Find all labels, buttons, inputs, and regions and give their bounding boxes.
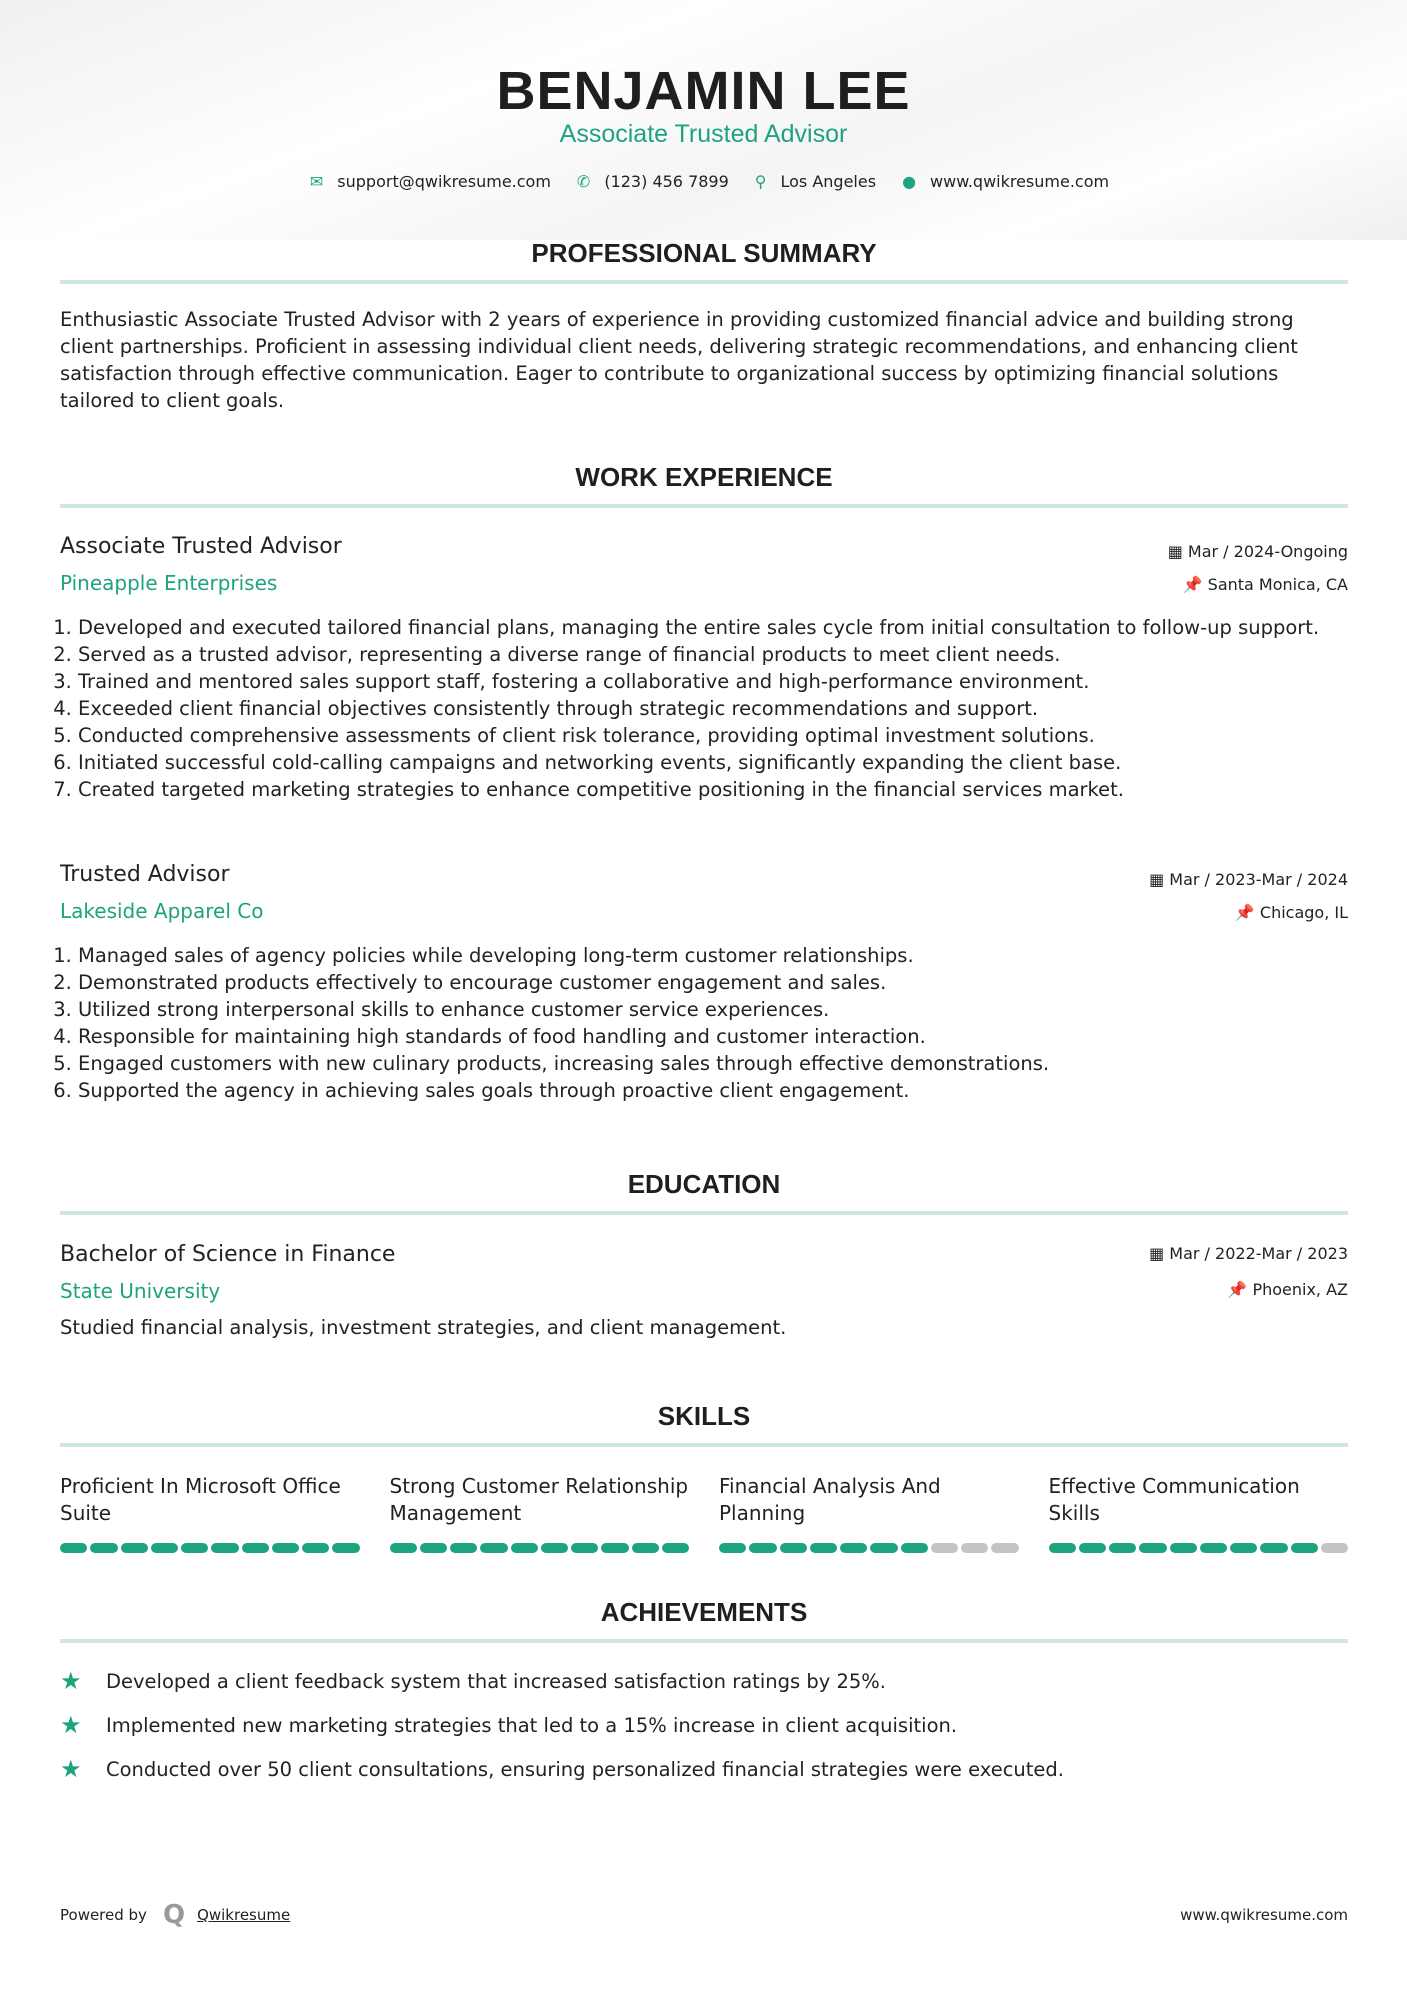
degree: Bachelor of Science in Finance xyxy=(60,1242,396,1267)
divider xyxy=(60,1211,1348,1215)
job-bullets xyxy=(60,942,1348,1104)
job-location xyxy=(1235,903,1348,922)
pin-icon: 📌 xyxy=(1227,1280,1253,1299)
rating-dot xyxy=(901,1543,928,1553)
rating-dot xyxy=(840,1543,867,1553)
rating-dot xyxy=(211,1543,238,1553)
rating-dot xyxy=(1321,1543,1348,1553)
skill-rating xyxy=(390,1543,690,1553)
star-icon: ★ xyxy=(60,1711,82,1739)
footer xyxy=(60,1900,1348,1930)
job-entry xyxy=(60,534,1348,801)
skill-rating xyxy=(60,1543,360,1553)
rating-dot xyxy=(242,1543,269,1553)
rating-dot xyxy=(931,1543,958,1553)
rating-dot xyxy=(1079,1543,1106,1553)
bullet-item: 6. Supported the agency in achieving sales goals through proactive client engagement. xyxy=(78,1077,1348,1104)
skill-item xyxy=(719,1473,1019,1553)
date-text: Mar / 2023-Mar / 2024 xyxy=(1169,870,1348,889)
star-icon: ★ xyxy=(60,1755,82,1783)
skill-name: Proficient In Microsoft Office Suite xyxy=(60,1474,341,1525)
bullet-item: 3. Trained and mentored sales support staff, fostering a collaborative and high-performance environment. xyxy=(78,668,1348,695)
section-heading: EDUCATION xyxy=(627,1169,781,1199)
achievement-text: Implemented new marketing strategies that led to a 15% increase in client acquisition. xyxy=(106,1713,958,1737)
candidate-role: Associate Trusted Advisor xyxy=(559,120,848,148)
footer-website[interactable]: www.qwikresume.com xyxy=(1180,1906,1348,1924)
bullet-item: 1. Developed and executed tailored financial plans, managing the entire sales cycle from initial consultation to follow-up support. xyxy=(78,614,1348,641)
section-heading: ACHIEVEMENTS xyxy=(600,1597,808,1627)
calendar-icon: ▦ xyxy=(1149,1244,1170,1263)
rating-dot xyxy=(571,1543,598,1553)
skill-name: Strong Customer Relationship Management xyxy=(389,1474,689,1525)
achievements-section xyxy=(60,1597,1348,1791)
rating-dot xyxy=(541,1543,568,1553)
rating-dot xyxy=(662,1543,689,1553)
bullet-item: 3. Utilized strong interpersonal skills to enhance customer service experiences. xyxy=(78,996,1348,1023)
contact-bar xyxy=(0,172,1407,191)
phone: (123) 456 7899 xyxy=(604,172,729,191)
email-icon: ✉ xyxy=(309,172,324,191)
section-heading: PROFESSIONAL SUMMARY xyxy=(531,238,877,268)
bullet-item: 1. Managed sales of agency policies while developing long-term customer relationships. xyxy=(78,942,1348,969)
bullet-item: 7. Created targeted marketing strategies to enhance competitive positioning in the financial services market. xyxy=(78,776,1348,803)
rating-dot xyxy=(1260,1543,1287,1553)
summary-text: Enthusiastic Associate Trusted Advisor with 2 years of experience in providing customized financial advice and building strong client partnerships. Proficient in assessing individual client needs, delivering strategic recommendations, and enhancing client satisfaction through effective communication. Eager to contribute to organizational success by optimizing financial solutions tailored to client goals. xyxy=(60,308,1298,412)
rating-dot xyxy=(302,1543,329,1553)
divider xyxy=(60,1639,1348,1643)
skill-rating xyxy=(1049,1543,1349,1553)
rating-dot xyxy=(272,1543,299,1553)
rating-dot xyxy=(1230,1543,1257,1553)
location-pin-icon: ⚲ xyxy=(754,172,767,191)
rating-dot xyxy=(1109,1543,1136,1553)
website[interactable]: www.qwikresume.com xyxy=(930,172,1110,191)
rating-dot xyxy=(480,1543,507,1553)
divider xyxy=(60,1443,1348,1447)
location-text: Chicago, IL xyxy=(1259,903,1348,922)
job-location xyxy=(1183,575,1348,594)
email[interactable]: support@qwikresume.com xyxy=(337,172,551,191)
rating-dot xyxy=(870,1543,897,1553)
rating-dot xyxy=(719,1543,746,1553)
rating-dot xyxy=(1200,1543,1227,1553)
rating-dot xyxy=(1170,1543,1197,1553)
rating-dot xyxy=(121,1543,148,1553)
skills-grid xyxy=(60,1473,1348,1553)
rating-dot xyxy=(332,1543,359,1553)
date-text: Mar / 2024-Ongoing xyxy=(1187,542,1348,561)
job-date xyxy=(1168,542,1348,561)
location-text: Santa Monica, CA xyxy=(1207,575,1348,594)
job-title: Trusted Advisor xyxy=(60,862,230,887)
skill-item xyxy=(60,1473,360,1553)
achievement-text: Conducted over 50 client consultations, ensuring personalized financial strategies were executed. xyxy=(106,1757,1065,1781)
skill-name: Effective Communication Skills xyxy=(1048,1474,1300,1525)
job-entry xyxy=(60,862,1348,1102)
school: State University xyxy=(60,1279,221,1303)
candidate-name: BENJAMIN LEE xyxy=(496,61,911,121)
rating-dot xyxy=(632,1543,659,1553)
bullet-item: 4. Exceeded client financial objectives consistently through strategic recommendations and support. xyxy=(78,695,1348,722)
skill-name: Financial Analysis And Planning xyxy=(719,1474,941,1525)
rating-dot xyxy=(181,1543,208,1553)
company: Lakeside Apparel Co xyxy=(60,899,264,923)
summary-section xyxy=(60,238,1348,414)
skill-rating xyxy=(719,1543,1019,1553)
bullet-item: 5. Conducted comprehensive assessments of client risk tolerance, providing optimal investment solutions. xyxy=(78,722,1348,749)
rating-dot xyxy=(780,1543,807,1553)
achievement-item xyxy=(60,1659,1348,1703)
divider xyxy=(60,280,1348,284)
education-entry xyxy=(60,1242,1348,1339)
rating-dot xyxy=(511,1543,538,1553)
rating-dot xyxy=(60,1543,87,1553)
company: Pineapple Enterprises xyxy=(60,571,278,595)
rating-dot xyxy=(961,1543,988,1553)
bullet-item: 6. Initiated successful cold-calling campaigns and networking events, significantly expanding the client base. xyxy=(78,749,1348,776)
divider xyxy=(60,504,1348,508)
location-text: Phoenix, AZ xyxy=(1252,1280,1348,1299)
powered-by: Powered by xyxy=(60,1906,147,1924)
edu-location xyxy=(1227,1280,1348,1299)
rating-dot xyxy=(749,1543,776,1553)
rating-dot xyxy=(420,1543,447,1553)
location: Los Angeles xyxy=(780,172,877,191)
rating-dot xyxy=(450,1543,477,1553)
job-bullets xyxy=(60,614,1348,803)
bullet-item: 2. Demonstrated products effectively to encourage customer engagement and sales. xyxy=(78,969,1348,996)
skills-section xyxy=(60,1401,1348,1553)
phone-icon: ✆ xyxy=(576,172,591,191)
bullet-item: 5. Engaged customers with new culinary products, increasing sales through effective demonstrations. xyxy=(78,1050,1348,1077)
bullet-item: 4. Responsible for maintaining high standards of food handling and customer interaction. xyxy=(78,1023,1348,1050)
rating-dot xyxy=(1291,1543,1318,1553)
rating-dot xyxy=(390,1543,417,1553)
calendar-icon: ▦ xyxy=(1167,542,1188,561)
edu-date xyxy=(1149,1244,1348,1263)
rating-dot xyxy=(991,1543,1018,1553)
bullet-item: 2. Served as a trusted advisor, representing a diverse range of financial products to meet client needs. xyxy=(78,641,1348,668)
pin-icon: 📌 xyxy=(1182,575,1208,594)
brand-link[interactable]: Qwikresume xyxy=(197,1906,291,1924)
skill-item xyxy=(1049,1473,1349,1553)
achievement-item xyxy=(60,1703,1348,1747)
job-date xyxy=(1149,870,1348,889)
edu-description: Studied financial analysis, investment strategies, and client management. xyxy=(60,1316,787,1339)
rating-dot xyxy=(1049,1543,1076,1553)
section-heading: SKILLS xyxy=(657,1401,751,1431)
rating-dot xyxy=(1139,1543,1166,1553)
skill-item xyxy=(390,1473,690,1553)
achievement-text: Developed a client feedback system that increased satisfaction ratings by 25%. xyxy=(106,1669,886,1693)
rating-dot xyxy=(151,1543,178,1553)
achievement-item xyxy=(60,1747,1348,1791)
star-icon: ★ xyxy=(60,1667,82,1695)
work-section xyxy=(60,462,1348,508)
education-section xyxy=(60,1169,1348,1215)
rating-dot xyxy=(90,1543,117,1553)
pin-icon: 📌 xyxy=(1234,903,1260,922)
job-title: Associate Trusted Advisor xyxy=(60,534,342,559)
calendar-icon: ▦ xyxy=(1149,870,1170,889)
rating-dot xyxy=(601,1543,628,1553)
date-text: Mar / 2022-Mar / 2023 xyxy=(1169,1244,1348,1263)
achievement-list xyxy=(60,1659,1348,1791)
globe-icon: ● xyxy=(902,172,917,191)
rating-dot xyxy=(810,1543,837,1553)
section-heading: WORK EXPERIENCE xyxy=(575,462,833,492)
qwikresume-logo-icon: Q xyxy=(162,1900,186,1930)
